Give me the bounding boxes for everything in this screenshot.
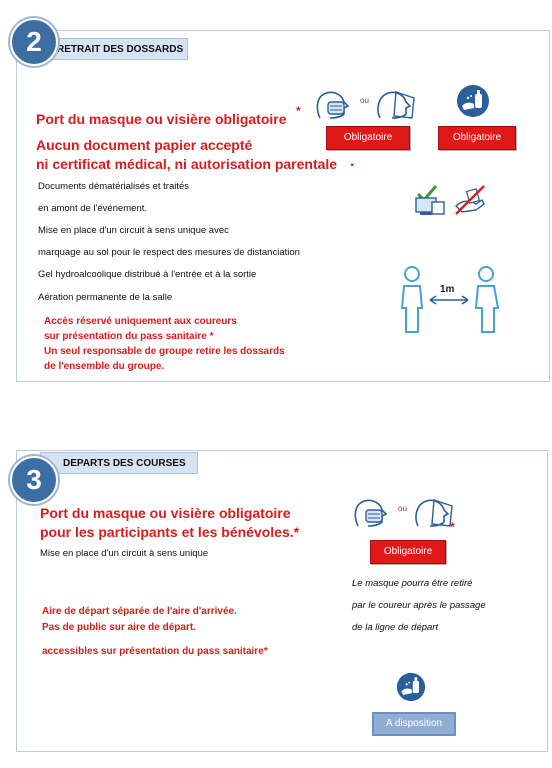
info-line: Documents dématérialisés et traités	[38, 181, 190, 192]
masque-note: Le masque pourra être retiré	[352, 578, 473, 589]
visor-face-icon	[374, 88, 418, 122]
masque-note: par le coureur après le passage	[352, 600, 486, 611]
section-title-retrait: RETRAIT DES DOSSARDS	[34, 38, 188, 60]
no-paper-icon	[452, 182, 488, 218]
info-line: en amont de l'événement.	[38, 203, 148, 214]
headline-masque: Port du masque ou visière obligatoire	[36, 111, 287, 127]
section-title-departs: DEPARTS DES COURSES	[40, 452, 198, 474]
or-label: ou	[360, 96, 369, 105]
mask-face-icon	[350, 496, 394, 530]
distance-label: 1m	[440, 284, 455, 295]
depart-note: Aire de départ séparée de l'aire d'arrivée.	[42, 606, 237, 617]
headline-participants: pour les participants et les bénévoles.*	[40, 524, 300, 540]
hand-sanitizer-icon	[396, 672, 426, 702]
depart-note: Pas de public sur aire de départ.	[42, 622, 196, 633]
pass-note: Un seul responsable de groupe retire les dossards	[44, 346, 285, 357]
section-number-3: 3	[10, 456, 58, 504]
period: .	[350, 153, 355, 170]
section-number-2: 2	[10, 18, 58, 66]
obligatoire-badge-masque: Obligatoire	[326, 126, 410, 150]
info-line: marquage au sol pour le respect des mesures de distanciation	[38, 247, 300, 258]
pass-note: sur présentation du pass sanitaire *	[44, 331, 214, 342]
info-line: Aération permanente de la salle	[38, 292, 173, 303]
info-line: Gel hydroalcoolique distribué à l'entrée et à la sortie	[38, 269, 257, 280]
social-distance-icon	[398, 264, 502, 336]
obligatoire-badge-masque: Obligatoire	[370, 540, 446, 564]
or-label: ou	[398, 504, 407, 513]
headline-document: Aucun document papier accepté	[36, 137, 253, 153]
pass-note: Accès réservé uniquement aux coureurs	[44, 316, 237, 327]
headline-masque: Port du masque ou visière obligatoire	[40, 505, 291, 521]
info-line: Mise en place d'un circuit à sens unique avec	[38, 225, 229, 236]
obligatoire-badge-gel: Obligatoire	[438, 126, 516, 150]
masque-note: de la ligne de départ	[352, 622, 439, 633]
pass-note: de l'ensemble du groupe.	[44, 361, 165, 372]
headline-certificat: ni certificat médical, ni autorisation parentale	[36, 156, 338, 172]
asterisk: *	[296, 104, 301, 118]
contactless-payment-icon	[412, 182, 448, 218]
pass-note: accessibles sur présentation du pass sanitaire*	[42, 646, 268, 657]
asterisk: *	[450, 520, 455, 534]
hand-sanitizer-icon	[456, 84, 490, 118]
mask-face-icon	[312, 88, 356, 122]
a-disposition-badge: A disposition	[372, 712, 456, 736]
info-line: Mise en place d'un circuit à sens unique	[40, 548, 209, 559]
